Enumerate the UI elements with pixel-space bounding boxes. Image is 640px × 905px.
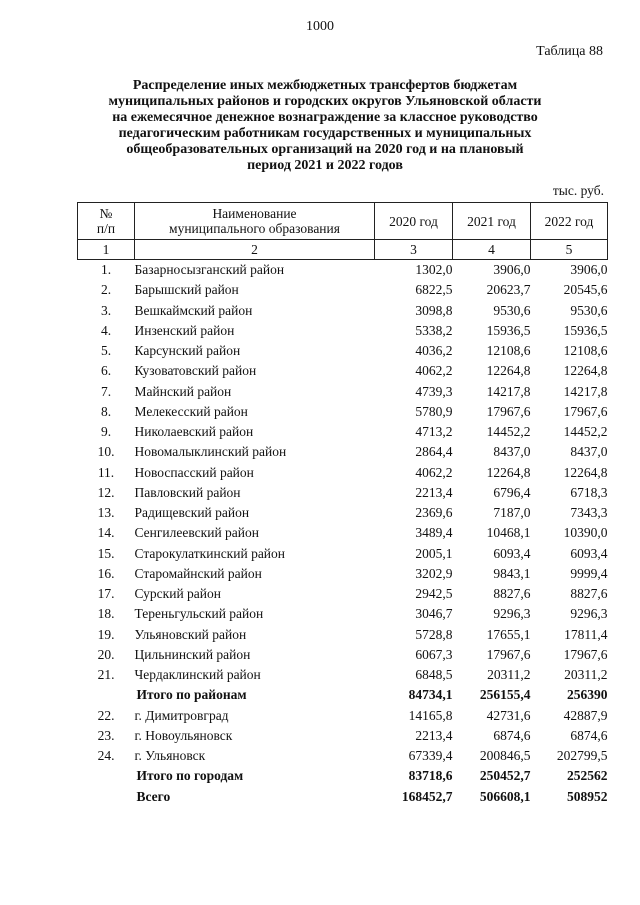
value-2020: 4036,2	[415, 343, 453, 359]
table-row	[78, 604, 608, 624]
municipality-name: Итого по районам	[136, 687, 247, 703]
table-row	[78, 422, 608, 442]
table-row	[78, 625, 608, 645]
value-2021: 6093,4	[493, 545, 531, 561]
value-2022: 14217,8	[563, 383, 608, 399]
title-line: на ежемесячное денежное вознаграждение за классное руководство	[112, 110, 538, 125]
row-number: 5.	[100, 343, 112, 359]
table-row	[78, 746, 608, 766]
table-row	[78, 402, 608, 422]
table-body	[78, 260, 608, 807]
row-number: 21.	[97, 667, 115, 683]
value-2022: 42887,9	[563, 707, 608, 723]
row-number	[78, 685, 135, 705]
value-2022: 20311,2	[564, 667, 608, 683]
value-2021: 10468,1	[486, 525, 531, 541]
municipality-name: г. Ульяновск	[134, 748, 206, 764]
table-row	[78, 341, 608, 361]
value-2020: 4739,3	[415, 383, 453, 399]
row-number: 7.	[100, 383, 112, 399]
value-2021: 12108,6	[486, 343, 531, 359]
municipality-name: Чердаклинский район	[134, 667, 261, 683]
row-number	[78, 766, 135, 786]
value-2022: 9296,3	[570, 606, 608, 622]
value-2022: 256390	[567, 687, 608, 703]
value-2022: 252562	[567, 768, 608, 784]
municipality-name: Ульяновский район	[134, 626, 247, 642]
value-2022: 6718,3	[570, 484, 608, 500]
value-2020: 4713,2	[415, 424, 453, 440]
municipality-name: Всего	[136, 788, 171, 804]
value-2022: 17967,6	[563, 646, 608, 662]
value-2020: 2213,4	[415, 484, 453, 500]
value-2020: 14165,8	[408, 707, 453, 723]
value-2020: 6848,5	[415, 667, 453, 683]
row-number: 6.	[100, 363, 112, 379]
municipality-name: Новоспасский район	[134, 464, 254, 480]
value-2021: 3906,0	[493, 262, 531, 278]
page-number: 1000	[306, 19, 334, 34]
value-2022: 6093,4	[570, 545, 608, 561]
value-2021: 256155,4	[479, 687, 531, 703]
value-2021: 20623,7	[486, 282, 531, 298]
value-2020: 83718,6	[408, 768, 453, 784]
value-2020: 2005,1	[415, 545, 453, 561]
row-number: 12.	[97, 484, 115, 500]
value-2020: 3046,7	[415, 606, 453, 622]
value-2021: 8437,0	[493, 444, 531, 460]
value-2021: 17967,6	[486, 646, 531, 662]
value-2022: 14452,2	[563, 424, 608, 440]
col-number: 3	[375, 240, 453, 260]
value-2022: 10390,0	[563, 525, 608, 541]
table-row	[78, 564, 608, 584]
value-2022: 3906,0	[570, 262, 608, 278]
value-2020: 67339,4	[408, 748, 453, 764]
row-number: 9.	[100, 424, 112, 440]
table-row	[78, 361, 608, 381]
row-number: 1.	[100, 262, 112, 278]
table-row	[78, 280, 608, 300]
value-2021: 12264,8	[486, 464, 531, 480]
value-2022: 508952	[567, 788, 608, 804]
value-2020: 4062,2	[415, 464, 453, 480]
row-number: 13.	[97, 505, 115, 521]
value-2020: 3098,8	[415, 302, 453, 318]
row-number: 3.	[100, 302, 112, 318]
table-row	[78, 321, 608, 341]
table-row	[78, 503, 608, 523]
value-2021: 506608,1	[479, 788, 531, 804]
municipality-name: г. Новоульяновск	[134, 727, 233, 743]
municipality-name: Павловский район	[134, 484, 241, 500]
value-2020: 6822,5	[415, 282, 453, 298]
municipality-name: Сурский район	[134, 586, 221, 602]
row-number: 17.	[97, 586, 115, 602]
municipality-name: Радищевский район	[134, 505, 250, 521]
col-number: 5	[531, 240, 608, 260]
row-number: 24.	[97, 748, 115, 764]
value-2021: 20311,2	[487, 667, 531, 683]
value-2021: 8827,6	[493, 586, 531, 602]
row-number: 19.	[97, 626, 115, 642]
table-label: Таблица 88	[536, 44, 603, 59]
header-name-line1: Наименование	[212, 206, 297, 221]
value-2022: 9530,6	[570, 302, 608, 318]
row-number: 11.	[97, 464, 115, 480]
value-2021: 15936,5	[486, 322, 531, 338]
row-number: 2.	[100, 282, 112, 298]
units-label: тыс. руб.	[552, 183, 604, 198]
municipality-name: Итого по городам	[136, 768, 244, 784]
table-row	[78, 442, 608, 462]
table-header	[78, 203, 608, 260]
value-2020: 5338,2	[415, 322, 453, 338]
value-2022: 8437,0	[570, 444, 608, 460]
value-2022: 12108,6	[563, 343, 608, 359]
header-2020: 2020 год	[375, 203, 453, 240]
municipality-name: Инзенский район	[134, 322, 235, 338]
value-2022: 17967,6	[563, 403, 608, 419]
row-number: 23.	[97, 727, 115, 743]
value-2021: 42731,6	[486, 707, 531, 723]
header-num-line1: №	[99, 206, 113, 221]
value-2021: 14452,2	[486, 424, 531, 440]
table-row	[78, 382, 608, 402]
table-row	[78, 523, 608, 543]
value-2021: 14217,8	[486, 383, 531, 399]
municipality-name: Николаевский район	[134, 424, 254, 440]
municipality-name: Майнский район	[134, 383, 232, 399]
value-2020: 4062,2	[415, 363, 453, 379]
budget-table	[77, 202, 608, 807]
value-2022: 12264,8	[563, 363, 608, 379]
title-line: Распределение иных межбюджетных трансфертов бюджетам	[132, 78, 518, 93]
value-2021: 200846,5	[479, 748, 531, 764]
value-2020: 3202,9	[415, 565, 453, 581]
value-2021: 12264,8	[486, 363, 531, 379]
value-2020: 2369,6	[415, 505, 453, 521]
value-2020: 2942,5	[415, 586, 453, 602]
row-number: 10.	[97, 444, 115, 460]
table-row	[78, 706, 608, 726]
municipality-name: г. Димитровград	[134, 707, 229, 723]
table-row	[78, 584, 608, 604]
municipality-name: Старокулаткинский район	[134, 545, 286, 561]
municipality-name: Барышский район	[134, 282, 239, 298]
value-2021: 9296,3	[493, 606, 531, 622]
table-row	[78, 665, 608, 685]
value-2022: 8827,6	[570, 586, 608, 602]
municipality-name: Мелекесский район	[134, 403, 248, 419]
row-number	[78, 787, 135, 807]
col-number: 4	[453, 240, 531, 260]
value-2021: 250452,7	[479, 768, 531, 784]
col-number: 1	[78, 240, 135, 260]
value-2022: 17811,4	[564, 626, 608, 642]
municipality-name: Сенгилеевский район	[134, 525, 259, 541]
title-line: муниципальных районов и городских округов Ульяновской области	[108, 94, 542, 109]
table-row	[78, 463, 608, 483]
row-number: 20.	[97, 646, 115, 662]
title-line: общеобразовательных организаций на 2020 год и на плановый	[126, 142, 524, 157]
municipality-name: Новомалыклинский район	[134, 444, 287, 460]
document-title	[60, 78, 590, 174]
header-name-line2: муниципального образования	[169, 221, 340, 236]
municipality-name: Карсунский район	[134, 343, 241, 359]
value-2021: 7187,0	[493, 505, 531, 521]
municipality-name: Базарносызганский район	[134, 262, 285, 278]
value-2020: 5780,9	[415, 403, 453, 419]
value-2021: 9843,1	[493, 565, 531, 581]
value-2021: 6796,4	[493, 484, 531, 500]
value-2022: 9999,4	[570, 565, 608, 581]
value-2022: 202799,5	[556, 748, 608, 764]
value-2020: 2213,4	[415, 727, 453, 743]
row-number: 15.	[97, 545, 115, 561]
value-2022: 20545,6	[563, 282, 608, 298]
table-row	[78, 260, 608, 281]
row-number: 22.	[97, 707, 115, 723]
table-row	[78, 645, 608, 665]
total-row	[78, 787, 608, 807]
municipality-name: Старомайнский район	[134, 565, 262, 581]
col-number: 2	[135, 240, 375, 260]
row-number: 14.	[97, 525, 115, 541]
value-2021: 17655,1	[486, 626, 531, 642]
value-2020: 5728,8	[415, 626, 453, 642]
value-2022: 12264,8	[563, 464, 608, 480]
table-row	[78, 544, 608, 564]
value-2020: 1302,0	[415, 262, 453, 278]
total-row	[78, 685, 608, 705]
row-number: 16.	[97, 565, 115, 581]
value-2020: 168452,7	[401, 788, 453, 804]
row-number: 18.	[97, 606, 115, 622]
municipality-name: Тереньгульский район	[134, 606, 264, 622]
header-num-line2: п/п	[96, 221, 116, 236]
header-num	[78, 203, 135, 240]
value-2020: 3489,4	[415, 525, 453, 541]
header-2021: 2021 год	[453, 203, 531, 240]
total-row	[78, 766, 608, 786]
header-2022: 2022 год	[531, 203, 608, 240]
title-line: период 2021 и 2022 годов	[247, 158, 403, 173]
municipality-name: Вешкаймский район	[134, 302, 253, 318]
value-2020: 6067,3	[415, 646, 453, 662]
value-2022: 6874,6	[570, 727, 608, 743]
value-2020: 84734,1	[408, 687, 453, 703]
municipality-name: Цильнинский район	[134, 646, 251, 662]
table-row	[78, 301, 608, 321]
municipality-name: Кузоватовский район	[134, 363, 257, 379]
value-2021: 9530,6	[493, 302, 531, 318]
value-2021: 6874,6	[493, 727, 531, 743]
table-row	[78, 726, 608, 746]
value-2022: 7343,3	[570, 505, 608, 521]
value-2021: 17967,6	[486, 403, 531, 419]
title-line: педагогическим работникам государственных и муниципальных	[118, 126, 532, 141]
row-number: 4.	[100, 322, 112, 338]
table-row	[78, 483, 608, 503]
row-number: 8.	[100, 403, 112, 419]
value-2022: 15936,5	[563, 322, 608, 338]
header-name	[135, 203, 375, 240]
value-2020: 2864,4	[415, 444, 453, 460]
